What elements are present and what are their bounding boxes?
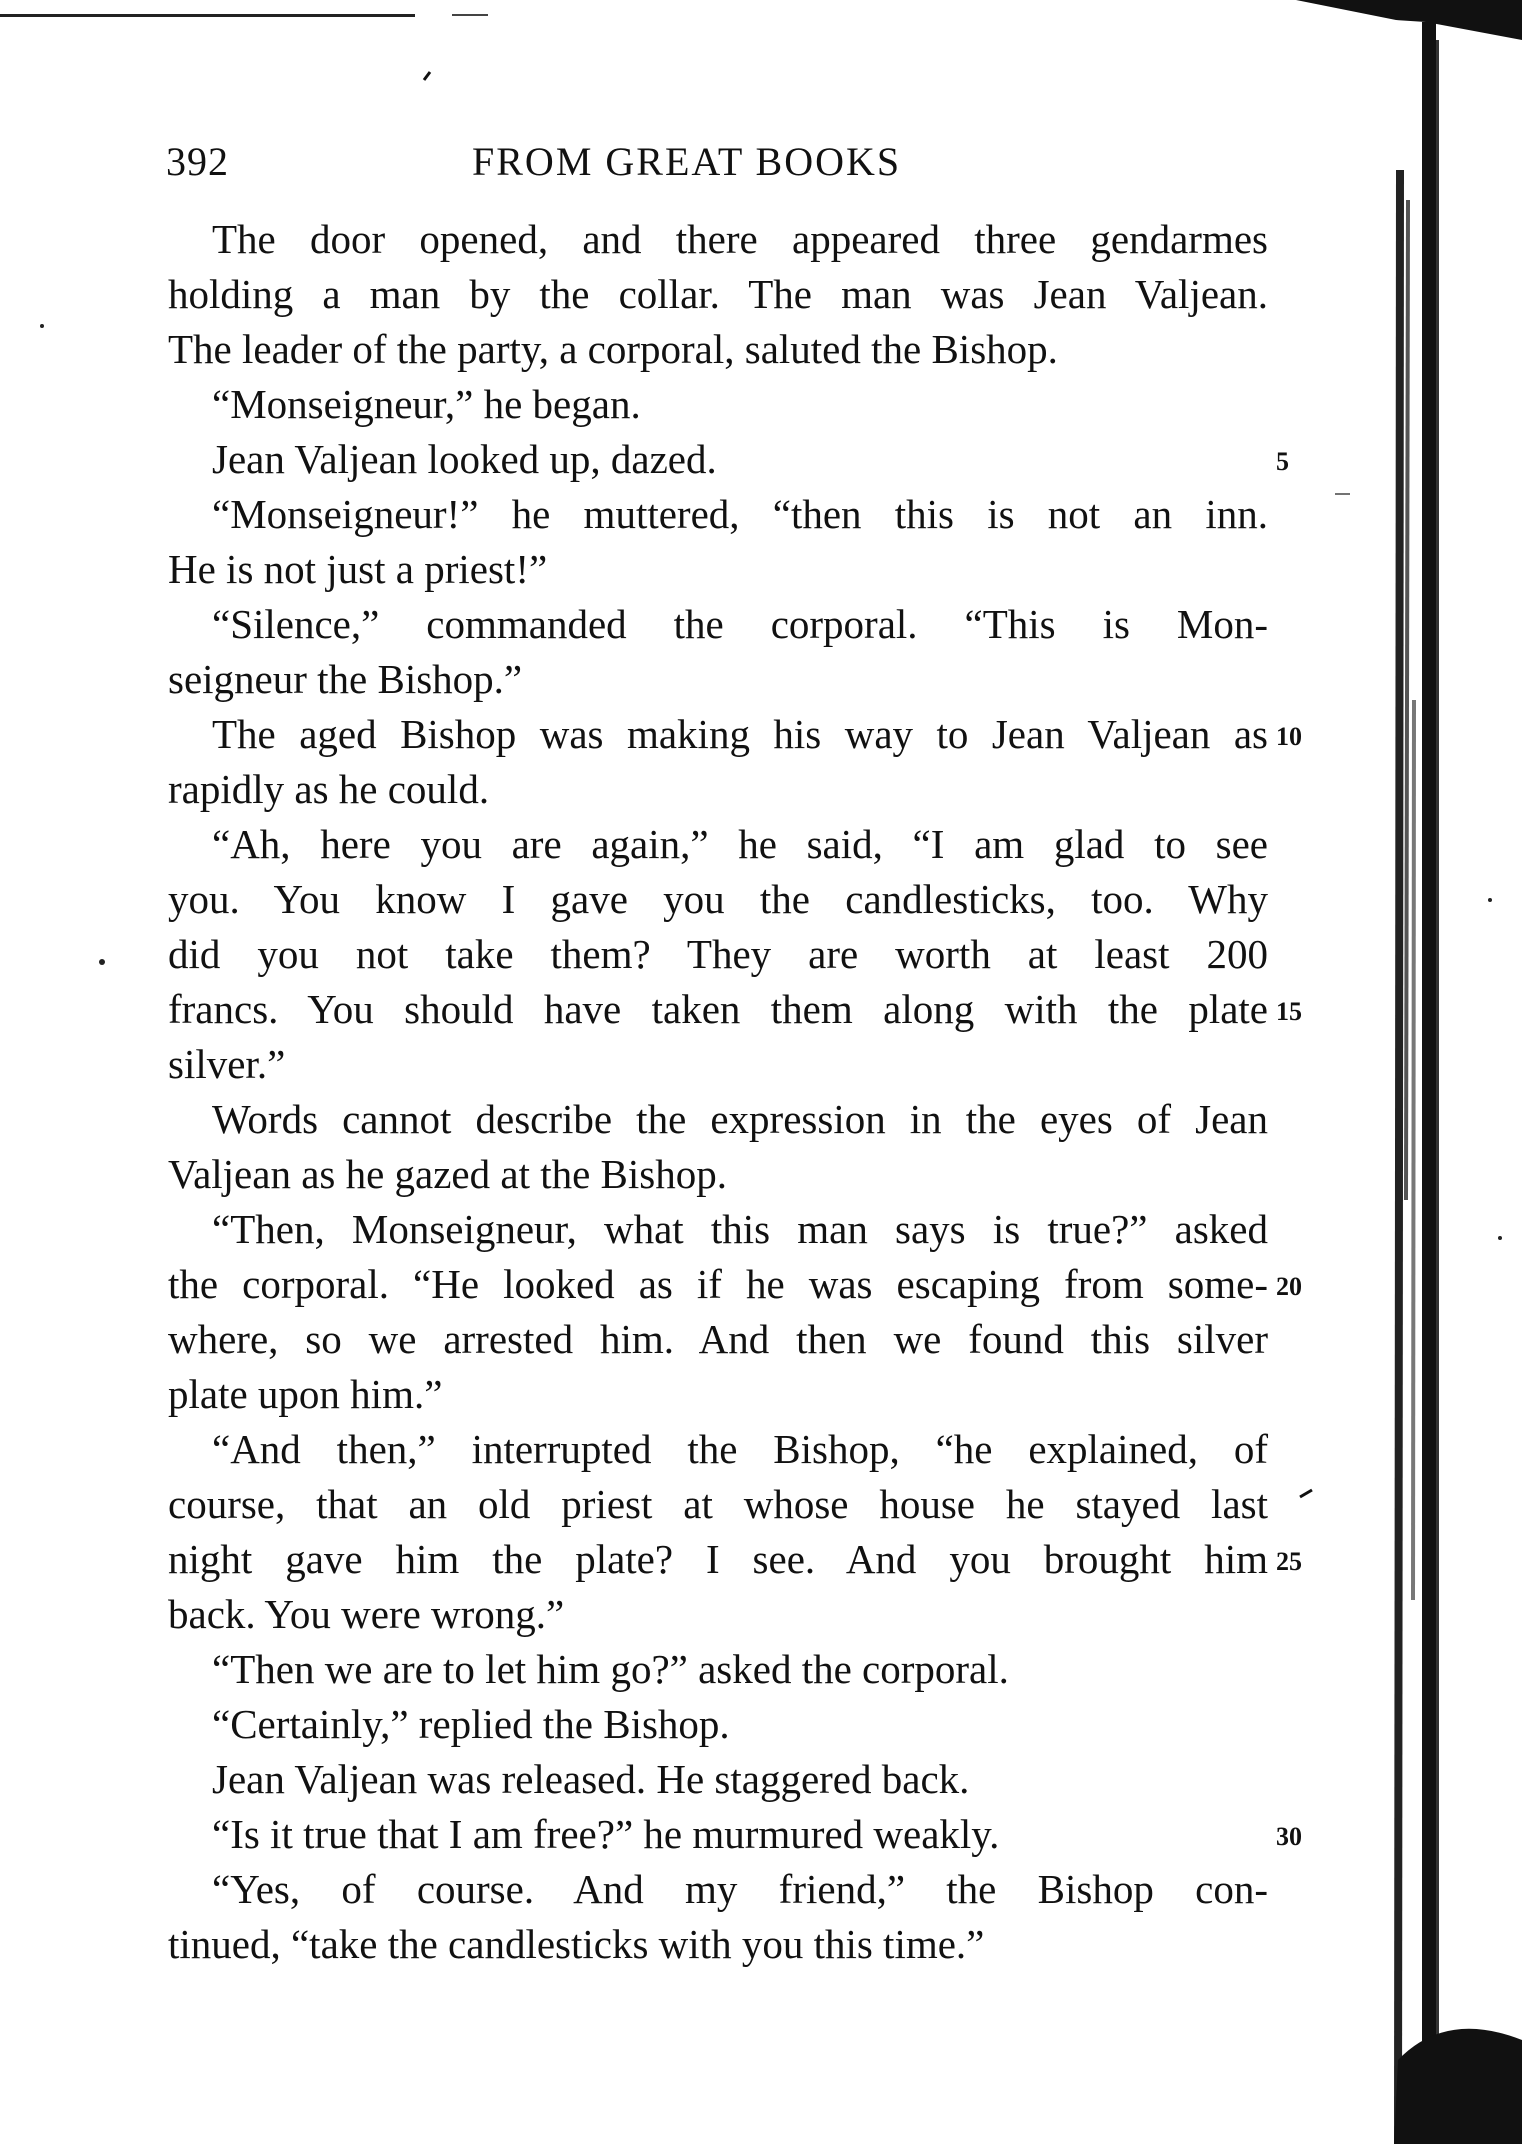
text-line: [168, 267, 1268, 322]
text-line: [168, 1257, 1302, 1312]
text-line-content: “Monseigneur,” he began.: [212, 381, 641, 427]
text-line: [168, 1037, 1268, 1092]
text-line-content: the corporal. “He looked as if he was escaping from some-: [168, 1261, 1268, 1307]
text-line-content: where, so we arrested him. And then we found this silver: [168, 1316, 1268, 1362]
text-line-content: Words cannot describe the expression in the eyes of Jean: [212, 1096, 1268, 1142]
text-line-content: tinued, “take the candlesticks with you this time.”: [168, 1921, 985, 1967]
text-line-content: holding a man by the collar. The man was Jean Valjean.: [168, 271, 1268, 317]
text-line: [168, 1202, 1268, 1257]
text-line: [168, 1477, 1268, 1532]
text-line-content: “Then, Monseigneur, what this man says is true?” asked: [212, 1206, 1268, 1252]
text-line: [168, 432, 1289, 487]
text-line: [168, 1312, 1268, 1367]
text-line: [168, 1092, 1268, 1147]
text-line: [168, 542, 1268, 597]
text-line-content: “And then,” interrupted the Bishop, “he explained, of: [212, 1426, 1268, 1472]
text-line-content: silver.”: [168, 1041, 286, 1087]
running-title: FROM GREAT BOOKS: [472, 139, 902, 184]
text-line: [168, 1917, 1268, 1972]
text-line: [168, 1367, 1268, 1422]
text-line-content: rapidly as he could.: [168, 766, 490, 812]
text-line-content: you. You know I gave you the candlesticks, too. Why: [168, 876, 1268, 922]
text-line: [168, 1147, 1268, 1202]
text-line: [168, 872, 1268, 927]
text-line-content: Valjean as he gazed at the Bishop.: [168, 1151, 728, 1197]
text-block: [168, 212, 1302, 1972]
text-line: [168, 1587, 1268, 1642]
text-line-content: The door opened, and there appeared three gendarmes: [212, 216, 1268, 262]
text-line-content: course, that an old priest at whose house he stayed last: [168, 1481, 1268, 1527]
text-line-content: “Yes, of course. And my friend,” the Bishop con-: [212, 1866, 1268, 1912]
line-number: 10: [1276, 722, 1302, 751]
text-line-content: Jean Valjean was released. He staggered back.: [212, 1756, 970, 1802]
text-line: [168, 762, 1268, 817]
text-line-content: night gave him the plate? I see. And you brought him: [168, 1536, 1268, 1582]
text-line-content: francs. You should have taken them along with the plate: [168, 986, 1268, 1032]
text-line: [168, 1532, 1302, 1587]
text-line: [168, 322, 1268, 377]
text-line: [168, 212, 1268, 267]
text-line: [168, 377, 1268, 432]
text-line-content: The leader of the party, a corporal, saluted the Bishop.: [168, 326, 1058, 372]
text-line: [168, 487, 1268, 542]
text-line-content: Jean Valjean looked up, dazed.: [212, 436, 717, 482]
line-number: 15: [1276, 997, 1302, 1026]
text-line-content: “Then we are to let him go?” asked the corporal.: [212, 1646, 1009, 1692]
page-number: 392: [166, 139, 229, 184]
text-line-content: The aged Bishop was making his way to Jean Valjean as: [212, 711, 1268, 757]
text-line-content: back. You were wrong.”: [168, 1591, 565, 1637]
text-line-content: “Certainly,” replied the Bishop.: [212, 1701, 730, 1747]
text-line: [168, 652, 1268, 707]
text-line-content: “Silence,” commanded the corporal. “This is Mon-: [212, 601, 1268, 647]
page-header: [166, 138, 1306, 198]
line-number: 30: [1276, 1822, 1302, 1851]
text-line-content: “Monseigneur!” he muttered, “then this is not an inn.: [212, 491, 1268, 537]
text-line-content: “Ah, here you are again,” he said, “I am glad to see: [212, 821, 1268, 867]
text-line-content: seigneur the Bishop.”: [168, 656, 523, 702]
line-number: 20: [1276, 1272, 1302, 1301]
text-line: [168, 1697, 1268, 1752]
text-line: [168, 1422, 1268, 1477]
line-number: 25: [1276, 1547, 1302, 1576]
line-number: 5: [1276, 447, 1289, 476]
text-line: [168, 1752, 1268, 1807]
text-line-content: He is not just a priest!”: [168, 546, 548, 592]
page-binding-edge: [1296, 0, 1522, 2144]
text-line: [168, 927, 1268, 982]
text-line: [168, 817, 1268, 872]
text-line: [168, 597, 1268, 652]
text-line: [168, 982, 1302, 1037]
text-line-content: “Is it true that I am free?” he murmured weakly.: [212, 1811, 1000, 1857]
text-line: [168, 1807, 1302, 1862]
text-line-content: did you not take them? They are worth at least 200: [168, 931, 1268, 977]
text-line-content: plate upon him.”: [168, 1371, 443, 1417]
text-line: [168, 707, 1302, 762]
text-line: [168, 1642, 1268, 1697]
text-line: [168, 1862, 1268, 1917]
